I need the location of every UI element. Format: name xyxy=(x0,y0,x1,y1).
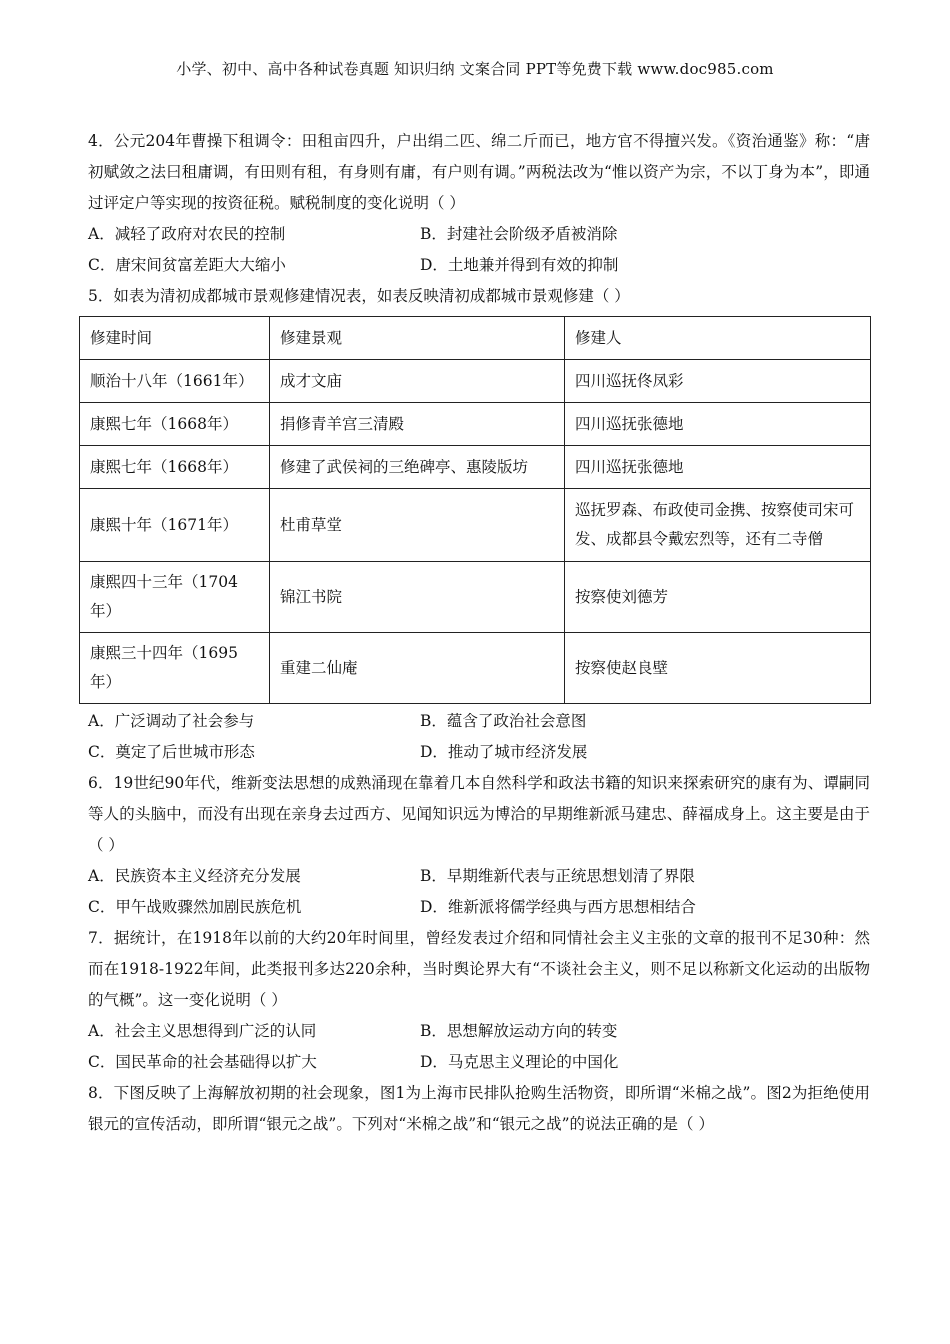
option-d[interactable]: D．马克思主义理论的中国化 xyxy=(420,1053,619,1071)
table-cell: 康熙三十四年（1695年） xyxy=(80,633,270,704)
option-d[interactable]: D．推动了城市经济发展 xyxy=(420,743,588,761)
question-5-stem: 5．如表为清初成都城市景观修建情况表，如表反映清初成都城市景观修建（ ） xyxy=(88,287,630,305)
option-c[interactable]: C．唐宋间贫富差距大大缩小 xyxy=(88,256,286,274)
question-4-stem: 4．公元204年曹操下租调令：田租亩四升，户出绢二匹、绵二斤而已，地方官不得擅兴发。《资治通鉴》称：“唐初赋敛之法曰租庸调，有田则有租，有身则有庸，有户则有调。”两税法改为“惟以资产为宗，不以丁身为本”，即通过评定户等实现的按资征税。赋税制度的变化说明（ ） xyxy=(88,132,870,212)
question-7-stem: 7．据统计，在1918年以前的大约20年时间里，曾经发表过介绍和同情社会主义主张的文章的报刊不足30种：然而在1918-1922年间，此类报刊多达220余种，当时舆论界大有“不谈社会主义，则不足以称新文化运动的出版物的气概”。这一变化说明（ ） xyxy=(88,929,870,1009)
table-cell: 重建二仙庵 xyxy=(270,633,565,704)
option-a[interactable]: A．广泛调动了社会参与 xyxy=(88,712,255,730)
question-5-table xyxy=(79,316,871,704)
table-header-cell: 修建时间 xyxy=(80,317,270,360)
option-b[interactable]: B．早期维新代表与正统思想划清了界限 xyxy=(420,867,695,885)
table-cell: 康熙七年（1668年） xyxy=(80,446,270,489)
table-row xyxy=(80,446,871,489)
option-b[interactable]: B．蕴含了政治社会意图 xyxy=(420,712,587,730)
question-6 xyxy=(88,768,870,923)
option-c[interactable]: C．国民革命的社会基础得以扩大 xyxy=(88,1053,317,1071)
table-cell: 按察使刘德芳 xyxy=(565,562,871,633)
question-6-options xyxy=(88,861,870,923)
table-cell: 四川巡抚佟凤彩 xyxy=(565,360,871,403)
option-b[interactable]: B．封建社会阶级矛盾被消除 xyxy=(420,225,618,243)
option-a[interactable]: A．社会主义思想得到广泛的认同 xyxy=(88,1022,317,1040)
table-cell: 四川巡抚张德地 xyxy=(565,403,871,446)
question-4 xyxy=(88,126,870,281)
option-d[interactable]: D．维新派将儒学经典与西方思想相结合 xyxy=(420,898,696,916)
table-row xyxy=(80,403,871,446)
table-cell: 康熙四十三年（1704年） xyxy=(80,562,270,633)
table-cell: 锦江书院 xyxy=(270,562,565,633)
table-cell: 康熙七年（1668年） xyxy=(80,403,270,446)
table-cell: 四川巡抚张德地 xyxy=(565,446,871,489)
table-cell: 杜甫草堂 xyxy=(270,489,565,562)
table-cell: 捐修青羊宫三清殿 xyxy=(270,403,565,446)
table-cell: 成才文庙 xyxy=(270,360,565,403)
table-cell: 康熙十年（1671年） xyxy=(80,489,270,562)
table-cell: 顺治十八年（1661年） xyxy=(80,360,270,403)
option-d[interactable]: D．土地兼并得到有效的抑制 xyxy=(420,256,619,274)
question-5-options xyxy=(88,706,870,768)
table-cell: 修建了武侯祠的三绝碑亭、惠陵版坊 xyxy=(270,446,565,489)
option-b[interactable]: B．思想解放运动方向的转变 xyxy=(420,1022,618,1040)
question-5 xyxy=(88,281,870,768)
table-header-cell: 修建人 xyxy=(565,317,871,360)
option-a[interactable]: A．减轻了政府对农民的控制 xyxy=(88,225,286,243)
table-row xyxy=(80,489,871,562)
option-a[interactable]: A．民族资本主义经济充分发展 xyxy=(88,867,301,885)
question-7 xyxy=(88,923,870,1078)
table-header-row xyxy=(80,317,871,360)
question-8 xyxy=(88,1078,870,1140)
table-row xyxy=(80,633,871,704)
page-header: 小学、初中、高中各种试卷真题 知识归纳 文案合同 PPT等免费下载 www.doc985.com xyxy=(176,60,774,78)
table-row xyxy=(80,562,871,633)
table-cell: 按察使赵良壁 xyxy=(565,633,871,704)
question-8-stem: 8．下图反映了上海解放初期的社会现象，图1为上海市民排队抢购生活物资，即所谓“米棉之战”。图2为拒绝使用银元的宣传活动，即所谓“银元之战”。下列对“米棉之战”和“银元之战”的说法正确的是（ ） xyxy=(88,1084,870,1133)
option-c[interactable]: C．甲午战败骤然加剧民族危机 xyxy=(88,898,302,916)
table-cell: 巡抚罗森、布政使司金携、按察使司宋可发、成都县令戴宏烈等，还有二寺僧 xyxy=(565,489,871,562)
question-7-options xyxy=(88,1016,870,1078)
question-4-options xyxy=(88,219,870,281)
option-c[interactable]: C．奠定了后世城市形态 xyxy=(88,743,255,761)
exam-page xyxy=(88,126,870,1140)
table-header-cell: 修建景观 xyxy=(270,317,565,360)
table-row xyxy=(80,360,871,403)
question-6-stem: 6．19世纪90年代，维新变法思想的成熟涌现在靠着几本自然科学和政法书籍的知识来探索研究的康有为、谭嗣同等人的头脑中，而没有出现在亲身去过西方、见闻知识远为博洽的早期维新派马建忠、薛福成身上。这主要是由于（ ） xyxy=(88,774,870,854)
